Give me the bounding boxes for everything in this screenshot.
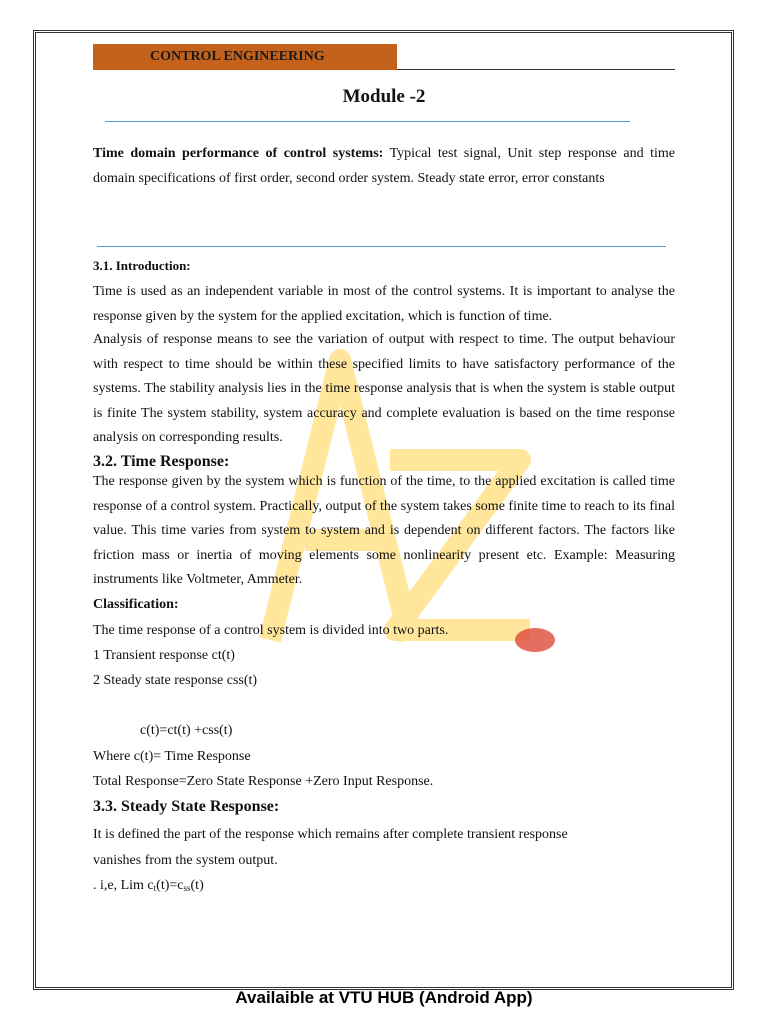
footer-availability-note: Availaible at VTU HUB (Android App) xyxy=(235,988,533,1007)
response-equation: c(t)=ct(t) +css(t) xyxy=(140,723,233,738)
header-rule xyxy=(397,69,675,70)
steady-state-line-2: vanishes from the system output. xyxy=(93,853,278,868)
classification-heading: Classification: xyxy=(93,597,179,612)
course-header-bar: CONTROL ENGINEERING xyxy=(93,44,397,70)
response-item-1: 1 Transient response ct(t) xyxy=(93,648,235,663)
intro-lead: Time domain performance of control systems: xyxy=(93,146,384,161)
introduction-paragraph-1: Time is used as an independent variable in most of the control systems. It is important to analyse the response given by the system for the applied excitation, which is function of time. xyxy=(93,284,675,324)
title-divider xyxy=(105,121,630,122)
where-definition: Where c(t)= Time Response xyxy=(93,749,251,764)
module-title: Module -2 xyxy=(342,86,426,107)
intro-paragraph xyxy=(93,142,675,191)
response-item-2: 2 Steady state response css(t) xyxy=(93,673,258,688)
limit-subscript-ss: ss xyxy=(183,883,191,893)
introduction-paragraph-2: Analysis of response means to see the variation of output with respect to time. The output behaviour with respect to time should be within these specified limits to have satisfactory performance of the systems. The stability analysis lies in the time response analysis that is when the system is stable output is finite The system stability, system accuracy and complete evaluation is based on the time response analysis on corresponding results. xyxy=(93,332,675,445)
section-heading-steady-state: 3.3. Steady State Response: xyxy=(93,798,280,815)
total-response: Total Response=Zero State Response +Zero Input Response. xyxy=(93,774,434,789)
section-heading-introduction: 3.1. Introduction: xyxy=(93,258,191,273)
section-heading-time-response: 3.2. Time Response: xyxy=(93,453,230,470)
limit-mid: (t)=c xyxy=(156,878,184,893)
limit-prefix: . i,e, Lim c xyxy=(93,878,154,893)
time-response-paragraph: The response given by the system which is function of the time, to the applied excitation is called time response of a control system. Practically, output of the system takes some finite time to reach to its final value. This time varies from system to system and is dependent on different factors. The factors like friction mass or inertia of moving elements some nonlinearity present etc. Example: Measuring instruments like Voltmeter, Ammeter. xyxy=(93,474,675,587)
limit-end: (t) xyxy=(190,878,204,893)
intro-text: Typical test signal, Unit step response and time domain specifications of first order, second order system. Steady state error, error constants xyxy=(93,146,675,186)
classification-text: The time response of a control system is divided into two parts. xyxy=(93,623,449,638)
intro-divider xyxy=(97,246,666,247)
limit-subscript-t: t xyxy=(153,883,157,893)
steady-state-line-1: It is defined the part of the response which remains after complete transient response xyxy=(93,827,568,842)
steady-state-limit xyxy=(93,874,675,901)
